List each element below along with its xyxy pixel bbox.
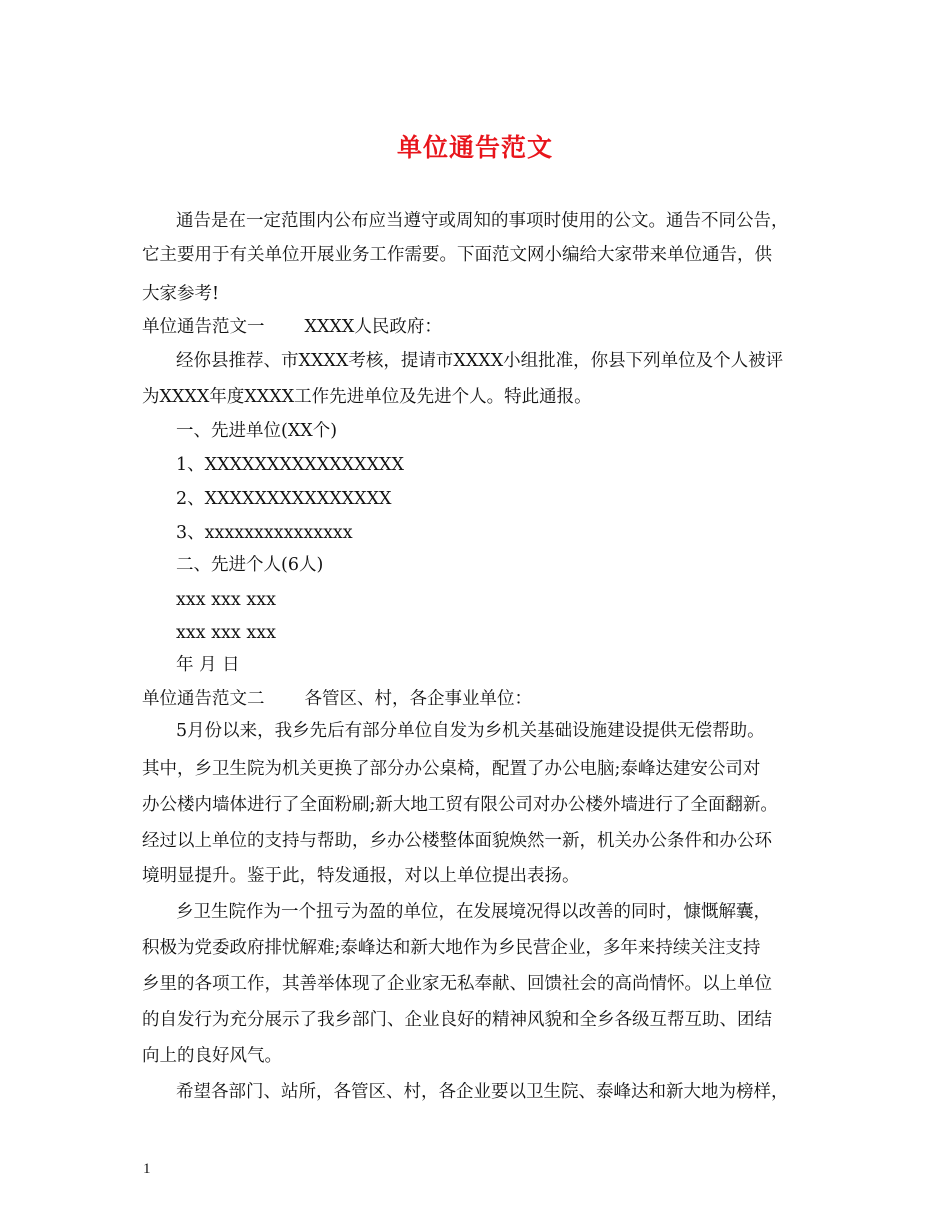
list-item: 3、xxxxxxxxxxxxxxx [176, 523, 353, 543]
paragraph-line: 境明显提升。鉴于此，特发通报，对以上单位提出表扬。 [142, 866, 580, 886]
paragraph-line: 5月份以来，我乡先后有部分单位自发为乡机关基础设施建设提供无偿帮助。 [176, 721, 765, 741]
paragraph-line: 乡里的各项工作，其善举体现了企业家无私奉献、回馈社会的高尚情怀。以上单位 [142, 974, 772, 994]
paragraph-line: 通告是在一定范围内公布应当遵守或周知的事项时使用的公文。通告不同公告， [176, 211, 789, 231]
list-heading: 一、先进单位(XX个) [176, 421, 338, 441]
list-heading: 二、先进个人(6人) [176, 555, 324, 575]
paragraph-line: 其中，乡卫生院为机关更换了部分办公桌椅，配置了办公电脑;泰峰达建安公司对 [142, 759, 761, 779]
date-line: 年 月 日 [176, 655, 240, 675]
list-item: 2、XXXXXXXXXXXXXXX [176, 489, 392, 509]
list-item: xxx xxx xxx [176, 590, 276, 610]
section-heading-line [142, 688, 532, 710]
list-item: xxx xxx xxx [176, 623, 276, 643]
section-heading: 单位通告范文二 [142, 689, 265, 709]
addressee: 各管区、村，各企事业单位： [304, 689, 532, 709]
section-heading-line [142, 316, 442, 338]
paragraph-line: 它主要用于有关单位开展业务工作需要。下面范文网小编给大家带来单位通告，供 [142, 245, 772, 265]
paragraph-line: 大家参考! [142, 284, 220, 304]
paragraph-line: 的自发行为充分展示了我乡部门、企业良好的精神风貌和全乡各级互帮互助、团结 [142, 1010, 772, 1030]
addressee: XXXX人民政府： [304, 317, 442, 337]
paragraph-line: 乡卫生院作为一个扭亏为盈的单位，在发展境况得以改善的同时，慷慨解囊， [176, 902, 771, 922]
paragraph-line: 希望各部门、站所，各管区、村，各企业要以卫生院、泰峰达和新大地为榜样， [176, 1082, 789, 1102]
paragraph-line: 向上的良好风气。 [142, 1046, 282, 1066]
paragraph-line: 经你县推荐、市XXXX考核，提请市XXXX小组批准，你县下列单位及个人被评 [176, 351, 784, 371]
section-heading: 单位通告范文一 [142, 317, 265, 337]
paragraph-line: 办公楼内墙体进行了全面粉刷;新大地工贸有限公司对办公楼外墙进行了全面翻新。 [142, 795, 778, 815]
page-number: 1 [143, 1161, 151, 1177]
paragraph-line: 为XXXX年度XXXX工作先进单位及先进个人。特此通报。 [142, 387, 592, 407]
list-item: 1、XXXXXXXXXXXXXXXX [176, 455, 404, 475]
paragraph-line: 经过以上单位的支持与帮助，乡办公楼整体面貌焕然一新，机关办公条件和办公环 [142, 831, 772, 851]
document-title: 单位通告范文 [396, 133, 553, 162]
paragraph-line: 积极为党委政府排忧解难;泰峰达和新大地作为乡民营企业，多年来持续关注支持 [142, 938, 761, 958]
